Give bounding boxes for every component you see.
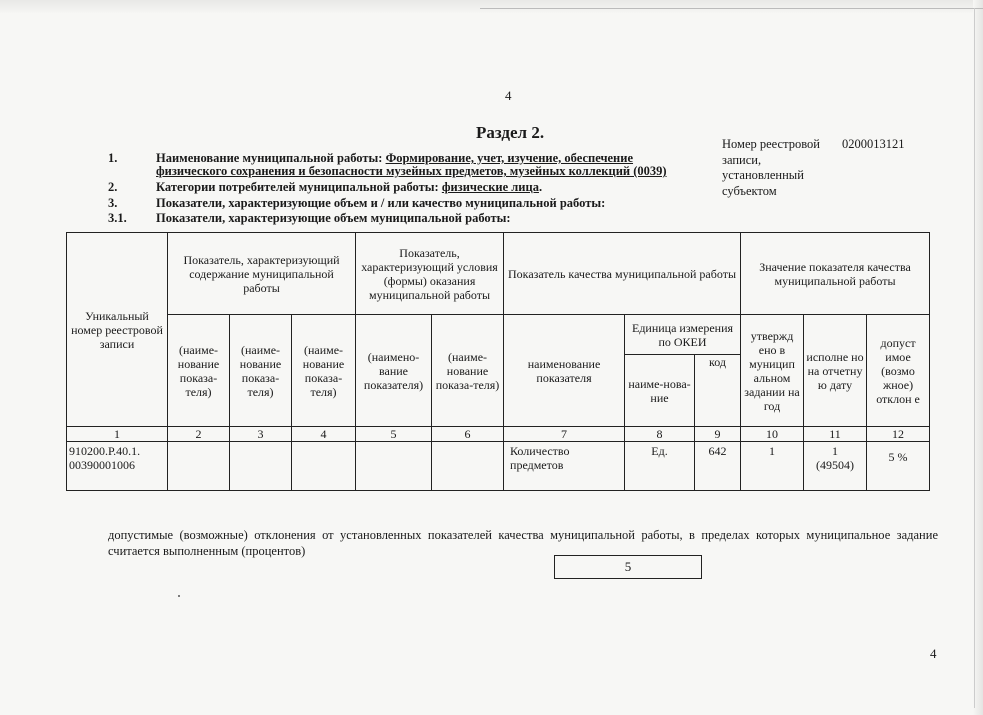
cell-empty [168, 442, 230, 491]
column-number: 1 [67, 427, 168, 442]
column-number: 9 [695, 427, 741, 442]
scan-speck [178, 595, 180, 597]
column-number: 4 [292, 427, 356, 442]
tolerance-text: допустимые (возможные) отклонения от установленных показателей качества муниципальной работы, в пределах которых муниципальное задание считается выполненным (процентов) [108, 528, 938, 558]
scan-line-top [480, 8, 983, 9]
column-number: 5 [356, 427, 432, 442]
cell-empty [292, 442, 356, 491]
header-conditions-col-2: (наиме-нование показа-теля) [432, 315, 504, 427]
page-number-bottom: 4 [930, 646, 937, 661]
header-content-col-1: (наиме-нование показа-теля) [168, 315, 230, 427]
column-number: 2 [168, 427, 230, 442]
column-number: 12 [867, 427, 930, 442]
cell-empty [356, 442, 432, 491]
column-numbers-row [67, 427, 930, 442]
cell-code: 642 [695, 442, 741, 491]
column-number: 11 [804, 427, 867, 442]
cell-approved: 1 [741, 442, 804, 491]
indicators-table [66, 232, 930, 491]
cell-unit: Ед. [625, 442, 695, 491]
registry-label-line: субъектом [722, 183, 777, 198]
header-content-col-2: (наиме-нование показа-теля) [230, 315, 292, 427]
column-number: 10 [741, 427, 804, 442]
page-number-top: 4 [505, 88, 512, 103]
registry-number: 0200013121 [842, 137, 905, 151]
cell-empty [432, 442, 504, 491]
header-allowed: допуст имое (возмо жное) отклон е [867, 315, 930, 427]
registry-label-line: установленный [722, 168, 804, 182]
column-number: 8 [625, 427, 695, 442]
header-approved: утвержд ено в муницип альном задании на год [741, 315, 804, 427]
item-label: Показатели, характеризующие объем и / или качество муниципальной работы: [156, 196, 606, 210]
item-text: Категории потребителей муниципальной работы: физические лица. [156, 180, 543, 194]
header-row-2 [67, 315, 930, 355]
item-number: 2. [108, 180, 118, 194]
header-okei-code: код [695, 355, 741, 427]
section-title: Раздел 2. [476, 123, 545, 142]
item-number: 3. [108, 196, 118, 210]
scan-edge-top [0, 0, 983, 14]
column-number: 6 [432, 427, 504, 442]
header-quality-group: Показатель качества муниципальной работы [504, 233, 741, 315]
table-row [67, 442, 930, 491]
header-conditions-col-1: (наимено-вание показателя) [356, 315, 432, 427]
header-content-col-3: (наиме-нование показа-теля) [292, 315, 356, 427]
cell-indicator: Количество предметов [504, 442, 625, 491]
column-number: 7 [504, 427, 625, 442]
item-number: 3.1. [108, 211, 127, 225]
header-value-group: Значение показателя качества муниципальной работы [741, 233, 930, 315]
header-executed: исполне но на отчетну ю дату [804, 315, 867, 427]
cell-executed: 1 (49504) [804, 442, 867, 491]
registry-block [722, 137, 905, 199]
column-number: 3 [230, 427, 292, 442]
item-label: Категории потребителей муниципальной работы: [156, 180, 442, 194]
item-number: 1. [108, 151, 118, 165]
item-value: физические лица [441, 180, 539, 194]
item-value-cont: физического сохранения и безопасности музейных предметов, музейных коллекций (0039) [156, 164, 667, 178]
tolerance-value-box: 5 [554, 555, 702, 579]
scan-line-right [974, 8, 975, 708]
cell-empty [230, 442, 292, 491]
item-label: Показатели, характеризующие объем муниципальной работы: [156, 211, 511, 225]
cell-allowed: 5 % [867, 442, 930, 491]
header-row-1 [67, 233, 930, 315]
header-conditions-group: Показатель, характеризующий условия (формы) оказания муниципальной работы [356, 233, 504, 315]
header-okei-name: наиме-нова-ние [625, 355, 695, 427]
header-indicator-name: наименование показателя [504, 315, 625, 427]
header-unique-number: Уникальный номер реестровой записи [67, 233, 168, 427]
item-value: Формирование, учет, изучение, обеспечение [385, 151, 634, 165]
header-content-group: Показатель, характеризующий содержание муниципальной работы [168, 233, 356, 315]
item-label: Наименование муниципальной работы: [156, 151, 386, 165]
registry-label-line: Номер реестровой [722, 137, 820, 151]
registry-label-line: записи, [722, 152, 762, 167]
header-okei: Единица измерения по ОКЕИ [625, 315, 741, 355]
cell-registry-number: 910200.Р.40.1. 00390001006 [67, 442, 168, 491]
